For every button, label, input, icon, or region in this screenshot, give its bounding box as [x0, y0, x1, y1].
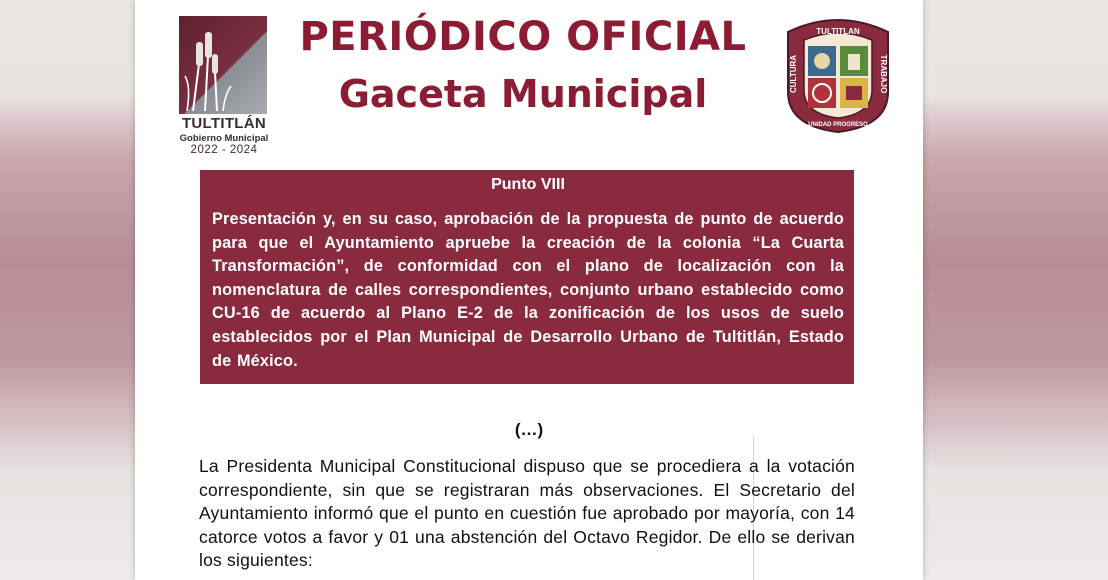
municipal-seal — [782, 14, 894, 134]
blurred-backdrop-right — [923, 0, 1108, 580]
coat-of-arms-icon — [782, 14, 894, 134]
logo-name: TULTITLÁN — [181, 115, 267, 132]
logo-subtitle: Gobierno Municipal — [179, 133, 269, 144]
publication-subtitle: Gaceta Municipal — [338, 72, 708, 116]
point-heading: Punto VIII — [491, 176, 565, 193]
point-description: Presentación y, en su caso, aprobación de la propuesta de punto de acuerdo para que el Ayuntamiento apruebe la creación de la colonia “La Cuarta Transformación”, de conformidad con el plano de localización con la nomenclatura de calles correspondientes, conjunto urbano establecido como CU-16 de acuerdo al Plano E-2 de la zonificación de los usos de suelo establecidos por el Plan Municipal de Desarrollo Urbano de Tultitlán, Estado de México. — [212, 210, 844, 370]
body-paragraph: La Presidenta Municipal Constitucional dispuso que se procediera a la votación correspondiente, sin que se registraran más observaciones. El Secretario del Ayuntamiento informó que el punto en cuestión fue aprobado por mayoría, con 14 catorce votos a favor y 01 una abstención del Octavo Regidor. De ello se derivan los siguientes: — [199, 456, 855, 570]
cattail-emblem-icon — [179, 16, 267, 114]
seal-bottom-text: UNIDAD PROGRESO — [808, 122, 868, 128]
logo-years: 2022 - 2024 — [190, 144, 258, 156]
tultitlan-logo — [177, 14, 273, 159]
omission-marker: (…) — [514, 420, 544, 439]
seal-left-text: CULTURA — [789, 54, 798, 94]
document-page — [135, 0, 923, 580]
seal-top-text: TULTITLAN — [816, 27, 860, 36]
blurred-backdrop-left — [0, 0, 135, 580]
seal-right-text: TRABAJO — [879, 54, 888, 94]
publication-title: PERIÓDICO OFICIAL — [299, 14, 747, 60]
agenda-point-box — [200, 170, 854, 384]
